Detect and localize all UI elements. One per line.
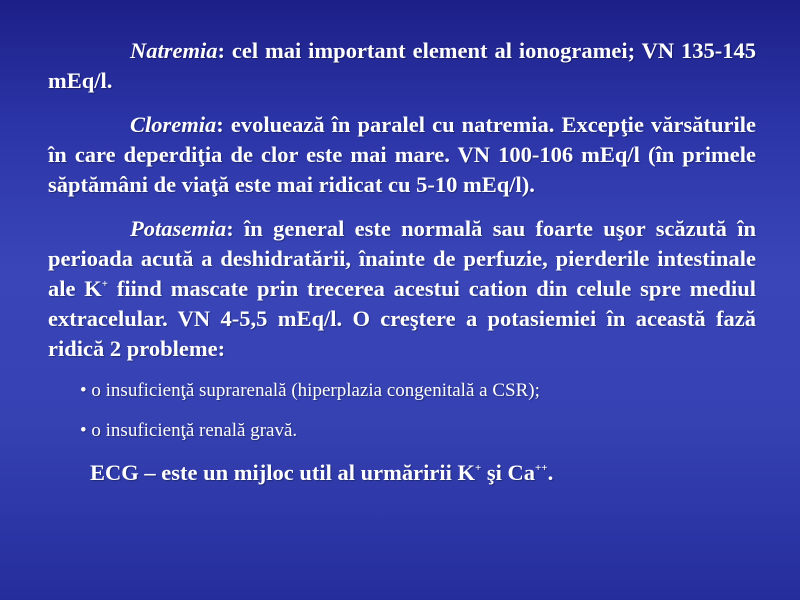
paragraph-cloremia	[48, 110, 756, 200]
list-item-text: o insuficienţă suprarenală (hiperplazia congenitală a CSR);	[86, 380, 540, 401]
paragraph-natremia	[48, 36, 756, 96]
potassium-charge: +	[101, 278, 109, 290]
potassium-charge: +	[474, 462, 482, 474]
term-potasemia: Potasemia	[130, 216, 227, 241]
bullet-icon: •	[80, 420, 87, 441]
calcium-charge: ++	[535, 462, 548, 474]
term-cloremia: Cloremia	[130, 112, 217, 137]
ecg-text-before: ECG – este un mijloc util al urmăririi K	[90, 460, 475, 485]
paragraph-potasemia	[48, 214, 756, 364]
potasemia-text-after: fiind mascate prin trecerea acestui cation din celule spre mediul extracelular. VN 4-5,5 mEq/l. O creştere a potasiemiei în această fază ridică 2 probleme:	[48, 276, 756, 361]
bullet-icon: •	[80, 380, 87, 401]
potasemia-text-before: : în general este normală sau foarte uşor scăzută în perioada acută a deshidratării, înainte de perfuzie, pierderile intestinale ale K	[48, 216, 756, 301]
cloremia-text: : evoluează în paralel cu natremia. Excepţie vărsăturile în care deperdiţia de clor este mai mare. VN 100-106 mEq/l (în primele săptămâni de viaţă este mai ridicat cu 5-10 mEq/l).	[48, 112, 756, 197]
ecg-line	[48, 458, 756, 488]
ecg-text-mid: şi Ca	[481, 460, 536, 485]
ecg-text-after: .	[547, 460, 554, 485]
list-item	[80, 418, 756, 444]
natremia-text: : cel mai important element al ionogramei; VN 135-145 mEq/l.	[48, 38, 756, 93]
slide-content	[48, 36, 756, 488]
list-item	[80, 378, 756, 404]
list-item-text: o insuficienţă renală gravă.	[86, 420, 298, 441]
term-natremia: Natremia	[130, 38, 218, 63]
problem-list	[48, 378, 756, 444]
